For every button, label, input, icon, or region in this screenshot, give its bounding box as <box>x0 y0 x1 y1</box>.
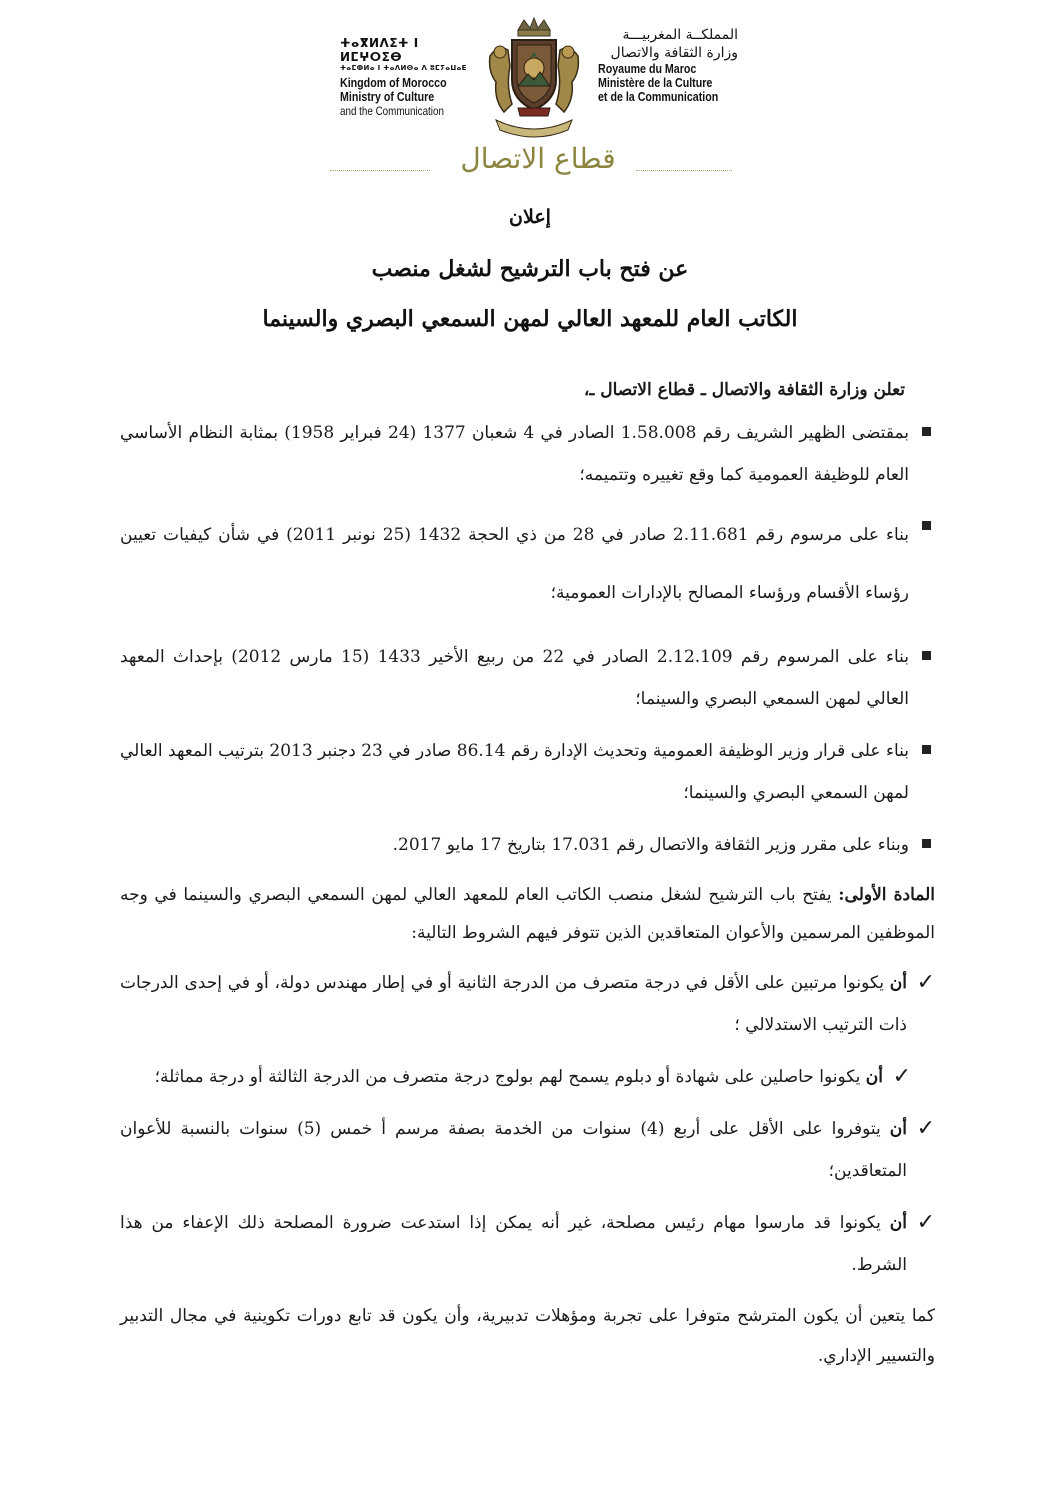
sector-banner <box>320 142 740 192</box>
square-bullet-icon <box>922 651 931 660</box>
sector-divider-right <box>636 170 732 171</box>
checkmark-icon: ✓ <box>916 1116 935 1141</box>
legal-basis-item <box>120 506 935 622</box>
article-one <box>120 876 935 952</box>
french-kingdom: Royaume du Maroc <box>598 61 697 76</box>
condition-keyword: أن <box>889 1213 908 1233</box>
square-bullet-icon <box>922 427 931 436</box>
letterhead <box>0 14 1060 204</box>
legal-basis-item <box>120 824 935 866</box>
legal-basis-item <box>120 636 935 720</box>
tifinagh-line-2: ⵜⴰⵎⵀⵍⴰ ⵏ ⵜⴰⴷⵍⵙⴰ ⴷ ⵓⵎⵢⴰⵡⴰⴹ <box>340 64 467 72</box>
square-bullet-icon <box>922 839 931 848</box>
condition-text: يكونوا حاصلين على شهادة أو دبلوم يسمح لهم بولوج درجة متصرف من الدرجة الثالثة أو درجة مماثلة؛ <box>154 1067 861 1087</box>
condition-text: يكونوا مرتبين على الأقل في درجة متصرف من الدرجة الثانية أو في إطار مهندس دولة، أو في إحدى الدرجات ذات الترتيب الاستدلالي ؛ <box>120 973 907 1035</box>
sector-divider-left <box>330 170 430 171</box>
condition-item <box>120 1108 935 1192</box>
letterhead-right <box>598 26 738 104</box>
legal-basis-text: بناء على مرسوم رقم 2.11.681 صادر في 28 من ذي الحجة 1432 (25 نونبر 2011) في شأن كيفيات تعيين رؤساء الأقسام ورؤساء المصالح بالإدارات العمومية؛ <box>120 525 910 603</box>
condition-text: يتوفروا على الأقل على أربع (4) سنوات من الخدمة بصفة مرسم أ خمس (5) سنوات بالنسبة للأعوان المتعاقدين؛ <box>120 1119 907 1181</box>
condition-item <box>120 962 935 1046</box>
article-label: المادة الأولى: <box>838 885 935 905</box>
arabic-ministry: وزارة الثقافة والاتصال <box>610 45 738 61</box>
condition-text: يكونوا قد مارسوا مهام رئيس مصلحة، غير أنه يمكن إذا استدعت ضرورة المصلحة ذلك الإعفاء من هذا الشرط. <box>120 1213 907 1275</box>
condition-keyword: أن <box>865 1067 883 1087</box>
lead-statement: تعلن وزارة الثقافة والاتصال ـ قطاع الاتصال ـ، <box>583 380 905 400</box>
checkmark-icon: ✓ <box>916 1210 935 1235</box>
legal-basis-item <box>120 730 935 814</box>
condition-item <box>120 1202 935 1286</box>
condition-keyword: أن <box>889 1119 908 1139</box>
condition-item <box>120 1056 911 1098</box>
square-bullet-icon <box>922 521 931 530</box>
announcement-heading: إعلان <box>509 206 551 228</box>
arabic-kingdom: المملكــة المغربيـــة <box>622 27 738 43</box>
english-ministry: Ministry of Culture <box>340 89 435 104</box>
english-kingdom: Kingdom of Morocco <box>340 75 447 90</box>
article-text: يفتح باب الترشيح لشغل منصب الكاتب العام للمعهد العالي لمهن السمعي البصري والسينما في وجه الموظفين المرسمين والأعوان المتعاقدين الذين تتوفر فيهم الشروط التالية: <box>120 885 935 943</box>
checkmark-icon: ✓ <box>892 1064 911 1089</box>
letterhead-left <box>340 36 480 118</box>
legal-basis-text: وبناء على مقرر وزير الثقافة والاتصال رقم 17.031 بتاريخ 17 مايو 2017. <box>392 835 909 855</box>
announcement-position: الكاتب العام للمعهد العالي لمهن السمعي البصري والسينما <box>262 306 798 332</box>
legal-basis-item <box>120 412 935 496</box>
condition-keyword: أن <box>889 973 908 993</box>
french-communication: et de la Communication <box>598 89 719 104</box>
sector-title: قطاع الاتصال <box>460 142 616 175</box>
english-communication: and the Communication <box>340 104 444 118</box>
legal-basis-text: بناء على المرسوم رقم 2.12.109 الصادر في 22 من ربيع الأخير 1433 (15 مارس 2012) بإحداث المعهد العالي لمهن السمعي البصري والسينما؛ <box>120 647 909 709</box>
checkmark-icon: ✓ <box>916 970 935 995</box>
announcement-subject: عن فتح باب الترشيح لشغل منصب <box>371 256 689 282</box>
square-bullet-icon <box>922 745 931 754</box>
tifinagh-line-1: ⵜⴰⴳⵍⴷⵉⵜ ⵏ ⵍⵎⵖⵔⵉⴱ <box>340 36 419 64</box>
closing-paragraph: كما يتعين أن يكون المترشح متوفرا على تجربة ومؤهلات تدبيرية، وأن يكون قد تابع دورات تكوينية في مجال التدبير والتسيير الإداري. <box>120 1306 935 1366</box>
french-ministry: Ministère de la Culture <box>598 75 713 90</box>
royal-coat-of-arms-icon <box>478 16 590 144</box>
legal-basis-text: بمقتضى الظهير الشريف رقم 1.58.008 الصادر في 4 شعبان 1377 (24 فبراير 1958) بمثابة النظام الأساسي العام للوظيفة العمومية كما وقع تغييره وتتميمه؛ <box>120 423 910 485</box>
announcement-body <box>120 380 935 1376</box>
legal-basis-text: بناء على قرار وزير الوظيفة العمومية وتحديث الإدارة رقم 86.14 صادر في 23 دجنبر 2013 بترتيب المعهد العالي لمهن السمعي البصري والسينما؛ <box>120 741 909 803</box>
